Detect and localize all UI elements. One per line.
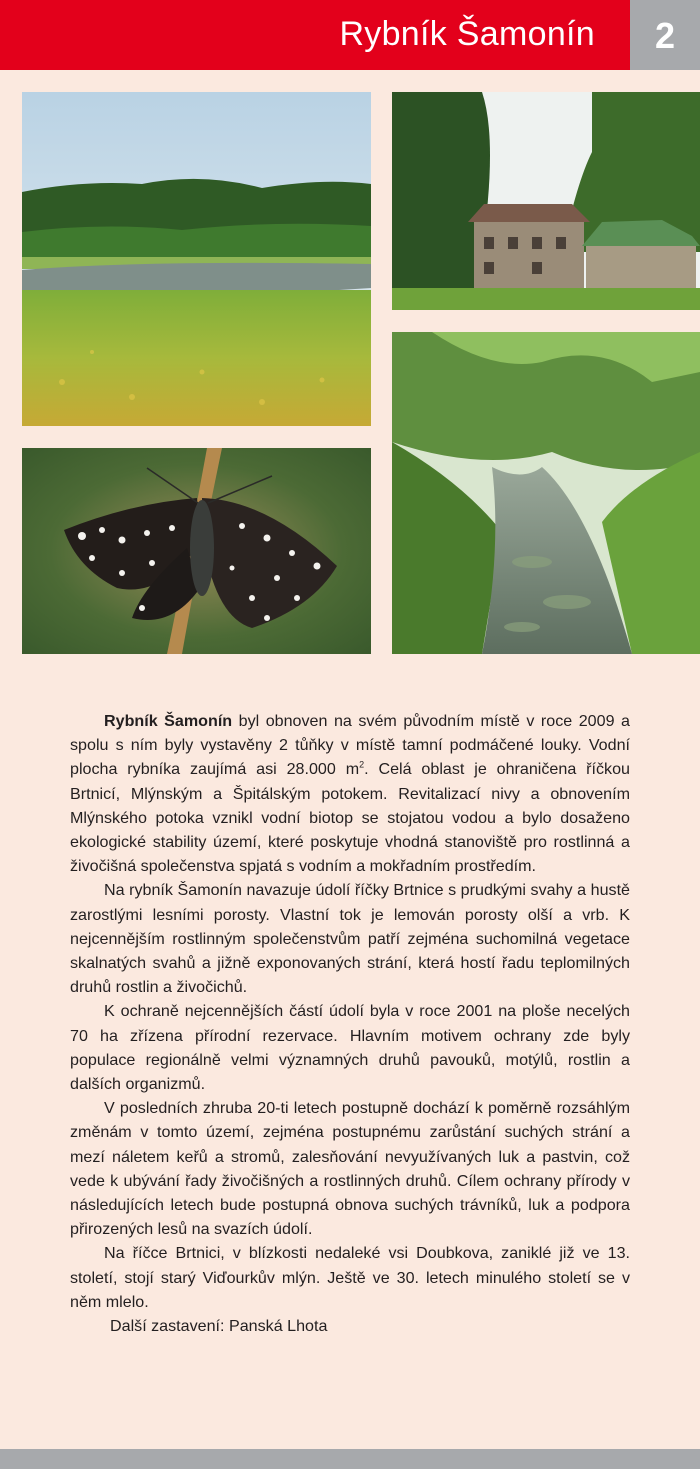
header-bar [0,0,700,70]
paragraph-1-text-a: byl obnoven na svém původním místě v roce 2009 a spolu s ním byly vystavěny 2 tůňky v místě tamní podmáčené louky. Vodní plocha rybníka zaujímá asi 28.000 m [70,712,630,779]
footer-bar [0,1449,700,1469]
butterfly-photo [22,448,371,654]
meadow-pond-photo [22,92,371,426]
stream-photo [392,332,700,654]
next-stop: Další zastavení: Panská Lhota [110,1317,328,1336]
article-body [70,709,630,1338]
article-subject: Rybník Šamonín [104,712,233,730]
paragraph-3: K ochraně nejcennějších částí údolí byla v roce 2001 na ploše necelých 70 ha zřízena přírodní rezervace. Hlavním motivem ochrany zde byly populace regionálně velmi významných druhů pavouků, motýlů, rostlin a dalších organizmů. [70,1002,630,1094]
paragraph-1 [70,709,630,878]
paragraph-4: V posledních zhruba 20-ti letech postupně dochází k poměrně rozsáhlým změnám v tomto území, zejména postupnému zarůstání suchých strání a mezí náletem keřů a stromů, zalesňování nevyužívaných luk a pastvin, což vede k ubývání řady živočišných a rostlinných druhů. Cílem ochrany přírody v následujících letech bude postupná obnova suchých trávníků, luk a podpora přirozených lesů na svazích údolí. [70,1099,630,1239]
paragraph-1-text-b: . Celá oblast je ohraničena říčkou Brtnicí, Mlýnským a Špitálským potokem. Revitalizací nivy a obnovením Mlýnského potoka vznikl vodní biotop se stojatou vodou a bylo dosaženo ekologické stability území, které poskytuje vhodná stanoviště pro rostlinná a živočišná společenstva spjatá s vodním a mokřadním prostředím. [70,760,630,876]
page-number-box [630,0,700,70]
page-number: 2 [654,15,676,56]
paragraph-2: Na rybník Šamonín navazuje údolí říčky Brtnice s prudkými svahy a hustě zarostlými lesními porosty. Vlastní tok je lemován porosty olší a vrb. K nejcennějším rostlinným společenstvům patří zejména suchomilná vegetace skalnatých svahů a jižně exponovaných strání, která hostí řadu teplomilných druhů rostlin a živočichů. [70,881,630,997]
mill-house-photo [392,92,700,310]
page-title: Rybník Šamonín [339,15,595,53]
paragraph-5: Na říčce Brtnici, v blízkosti nedaleké vsi Doubkova, zaniklé již ve 13. století, stojí starý Viďourkův mlýn. Ještě ve 30. letech minulého století se v něm mlelo. [70,1244,630,1311]
unit-superscript: 2 [359,760,365,771]
